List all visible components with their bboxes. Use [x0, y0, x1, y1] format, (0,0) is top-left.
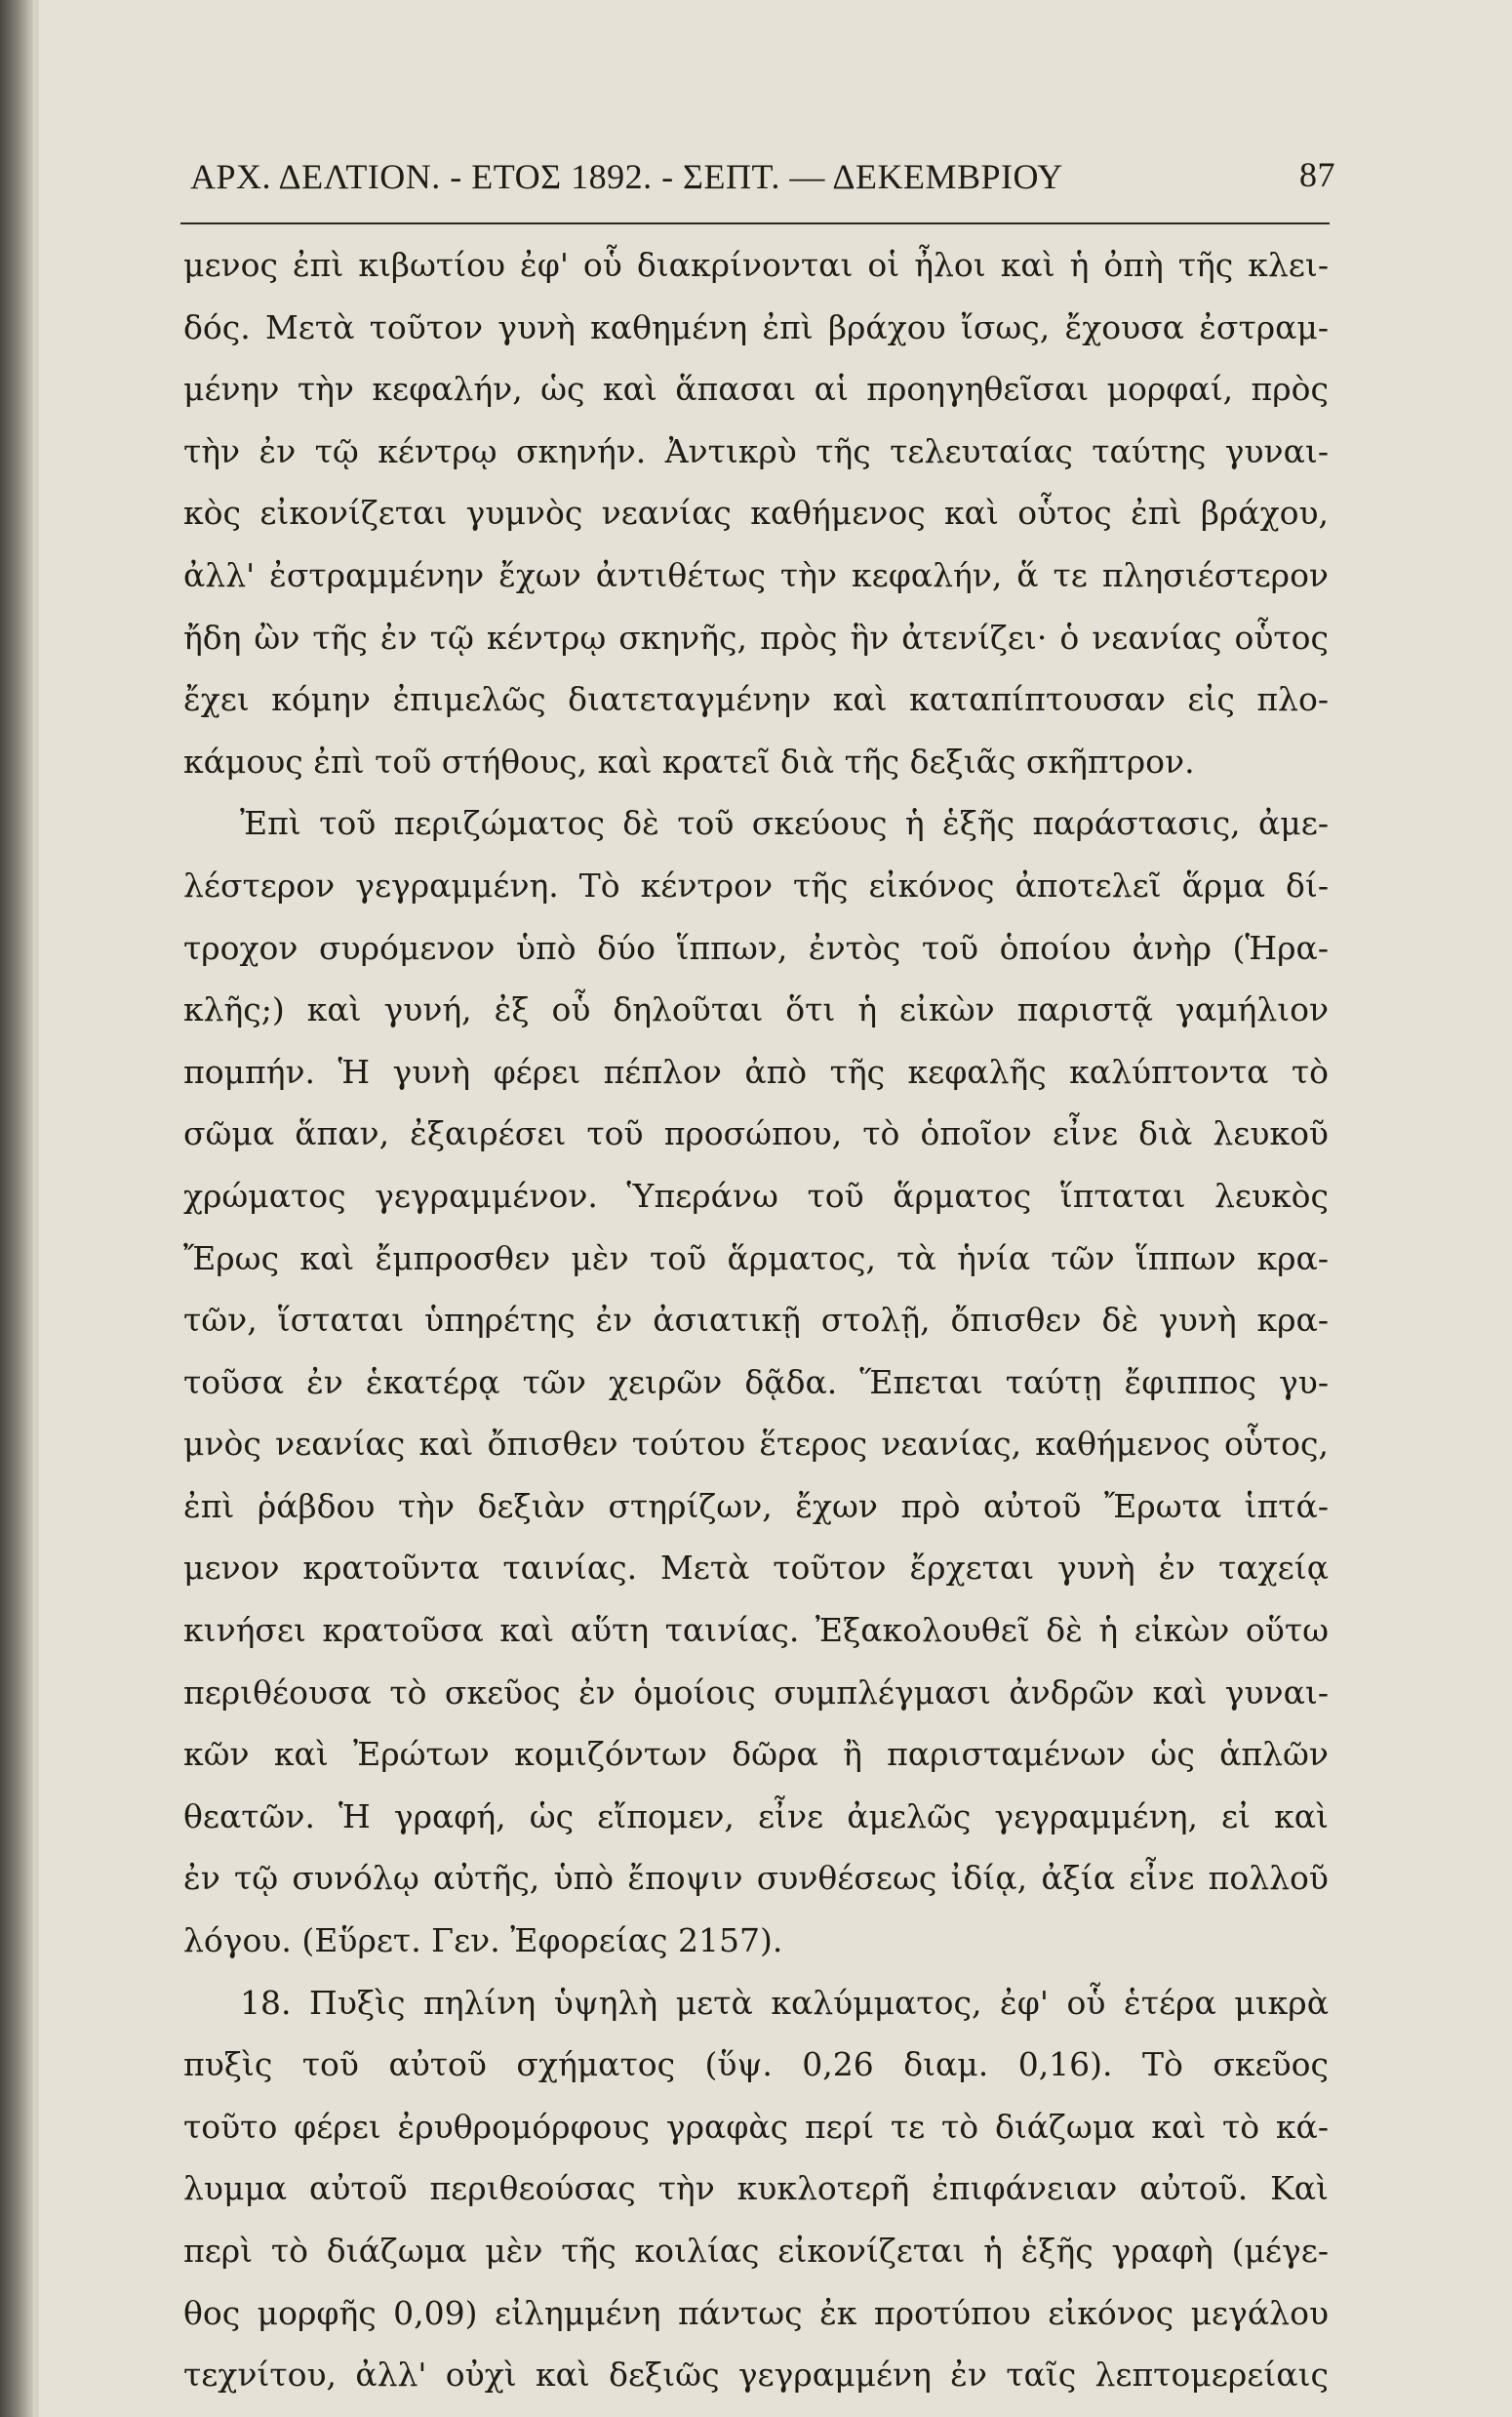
text-line: μενος ἐπὶ κιβωτίου ἐφ' οὗ διακρίνονται οἱ ἦλοι καὶ ἡ ὀπὴ τῆς κλει-	[183, 246, 1329, 284]
text-line: μενον κρατοῦντα ταινίας. Μετὰ τοῦτον ἔρχεται γυνὴ ἐν ταχείᾳ	[183, 1549, 1329, 1588]
body-text	[183, 234, 1329, 2406]
text-line: θος μορφῆς 0,09) εἰλημμένη πάντως ἐκ προτύπου εἰκόνος μεγάλου	[183, 2293, 1329, 2332]
text-line: πυξὶς τοῦ αὐτοῦ σχήματος (ὕψ. 0,26 διαμ. 0,16). Τὸ σκεῦος	[183, 2045, 1329, 2084]
text-line: σῶμα ἅπαν, ἐξαιρέσει τοῦ προσώπου, τὸ ὁποῖον εἶνε διὰ λευκοῦ	[183, 1114, 1329, 1153]
text-line: θεατῶν. Ἡ γραφή, ὡς εἴπομεν, εἶνε ἀμελῶς γεγραμμένη, εἰ καὶ	[183, 1796, 1329, 1835]
text-line: τοῦσα ἐν ἑκατέρᾳ τῶν χειρῶν δᾷδα. Ἕπεται ταύτῃ ἔφιππος γυ-	[183, 1362, 1329, 1401]
text-line: κινήσει κρατοῦσα καὶ αὕτη ταινίας. Ἐξακολουθεῖ δὲ ἡ εἰκὼν οὕτω	[183, 1611, 1329, 1650]
text-line: τῶν, ἵσταται ὑπηρέτης ἐν ἀσιατικῇ στολῇ, ὄπισθεν δὲ γυνὴ κρα-	[183, 1301, 1329, 1340]
text-line: δός. Μετὰ τοῦτον γυνὴ καθημένη ἐπὶ βράχου ἴσως, ἔχουσα ἐστραμ-	[183, 307, 1329, 346]
text-line: λόγου. (Εὕρετ. Γεν. Ἐφορείας 2157).	[183, 1921, 783, 1960]
text-line: κῶν καὶ Ἐρώτων κομιζόντων δῶρα ἢ παρισταμένων ὡς ἁπλῶν	[183, 1735, 1329, 1774]
page-edge	[33, 0, 39, 2417]
text-line: τοῦτο φέρει ἐρυθρομόρφους γραφὰς περί τε τὸ διάζωμα καὶ τὸ κά-	[183, 2107, 1329, 2146]
running-title: ΑΡΧ. ΔΕΛΤΙΟΝ. - ΕΤΟΣ 1892. - ΣΕΠΤ. — ΔΕΚΕΜΒΡΙΟΥ	[190, 157, 1063, 196]
text-line: ἀλλ' ἐστραμμένην ἔχων ἀντιθέτως τὴν κεφαλήν, ἅ τε πλησιέστερον	[183, 555, 1329, 594]
text-line: ἤδη ὢν τῆς ἐν τῷ κέντρῳ σκηνῆς, πρὸς ἣν ἀτενίζει· ὁ νεανίας οὗτος	[183, 618, 1329, 657]
text-line: περὶ τὸ διάζωμα μὲν τῆς κοιλίας εἰκονίζεται ἡ ἑξῆς γραφὴ (μέγε-	[183, 2232, 1329, 2270]
text-line: τροχον συρόμενον ὑπὸ δύο ἵππων, ἐντὸς τοῦ ὁποίου ἀνὴρ (Ἡρα-	[183, 928, 1329, 967]
text-line: κλῆς;) καὶ γυνή, ἐξ οὗ δηλοῦται ὅτι ἡ εἰκὼν παριστᾷ γαμήλιον	[183, 990, 1329, 1029]
page-header-area	[180, 146, 1335, 196]
text-line: πομπήν. Ἡ γυνὴ φέρει πέπλον ἀπὸ τῆς κεφαλῆς καλύπτοντα τὸ	[183, 1052, 1329, 1091]
text-line: μνὸς νεανίας καὶ ὄπισθεν τούτου ἕτερος νεανίας, καθήμενος οὗτος,	[183, 1425, 1329, 1464]
text-line: περιθέουσα τὸ σκεῦος ἐν ὁμοίοις συμπλέγμασι ἀνδρῶν καὶ γυναι-	[183, 1672, 1329, 1712]
text-line: ἐν τῷ συνόλῳ αὐτῆς, ὑπὸ ἔποψιν συνθέσεως ἰδίᾳ, ἀξία εἶνε πολλοῦ	[183, 1859, 1329, 1898]
page-number: 87	[1299, 155, 1335, 194]
text-line: χρώματος γεγραμμένον. Ὑπεράνω τοῦ ἅρματος ἵπταται λευκὸς	[183, 1176, 1329, 1215]
text-line: τὴν ἐν τῷ κέντρῳ σκηνήν. Ἀντικρὺ τῆς τελευταίας ταύτης γυναι-	[183, 431, 1329, 470]
text-line: ἐπὶ ῥάβδου τὴν δεξιὰν στηρίζων, ἔχων πρὸ αὐτοῦ Ἔρωτα ἱπτά-	[183, 1486, 1329, 1525]
text-line: κάμους ἐπὶ τοῦ στήθους, καὶ κρατεῖ διὰ τῆς δεξιᾶς σκῆπτρον.	[183, 742, 1195, 781]
paragraph-start-line: 18. Πυξὶς πηλίνη ὑψηλὴ μετὰ καλύμματος, ἐφ' οὗ ἑτέρα μικρὰ	[240, 1983, 1329, 2022]
text-line: λυμμα αὐτοῦ περιθεούσας τὴν κυκλοτερῆ ἐπιφάνειαν αὐτοῦ. Καὶ	[183, 2169, 1329, 2208]
text-line: ἔχει κόμην ἐπιμελῶς διατεταγμένην καὶ καταπίπτουσαν εἰς πλο-	[183, 680, 1329, 719]
text-line: κὸς εἰκονίζεται γυμνὸς νεανίας καθήμενος καὶ οὗτος ἐπὶ βράχου,	[183, 494, 1329, 533]
text-line: Ἔρως καὶ ἔμπροσθεν μὲν τοῦ ἅρματος, τὰ ἡνία τῶν ἵππων κρα-	[183, 1238, 1329, 1277]
binding-gutter	[0, 0, 33, 2417]
text-line: τεχνίτου, ἀλλ' οὐχὶ καὶ δεξιῶς γεγραμμένη ἐν ταῖς λεπτομερείαις	[183, 2356, 1329, 2395]
paragraph-start-line: Ἐπὶ τοῦ περιζώματος δὲ τοῦ σκεύους ἡ ἑξῆς παράστασις, ἀμε-	[240, 804, 1329, 843]
running-header	[180, 146, 1335, 196]
text-line: λέστερον γεγραμμένη. Τὸ κέντρον τῆς εἰκόνος ἀποτελεῖ ἅρμα δί-	[183, 866, 1329, 905]
text-line: μένην τὴν κεφαλήν, ὡς καὶ ἅπασαι αἱ προηγηθεῖσαι μορφαί, πρὸς	[183, 370, 1329, 409]
header-rule	[180, 222, 1330, 224]
